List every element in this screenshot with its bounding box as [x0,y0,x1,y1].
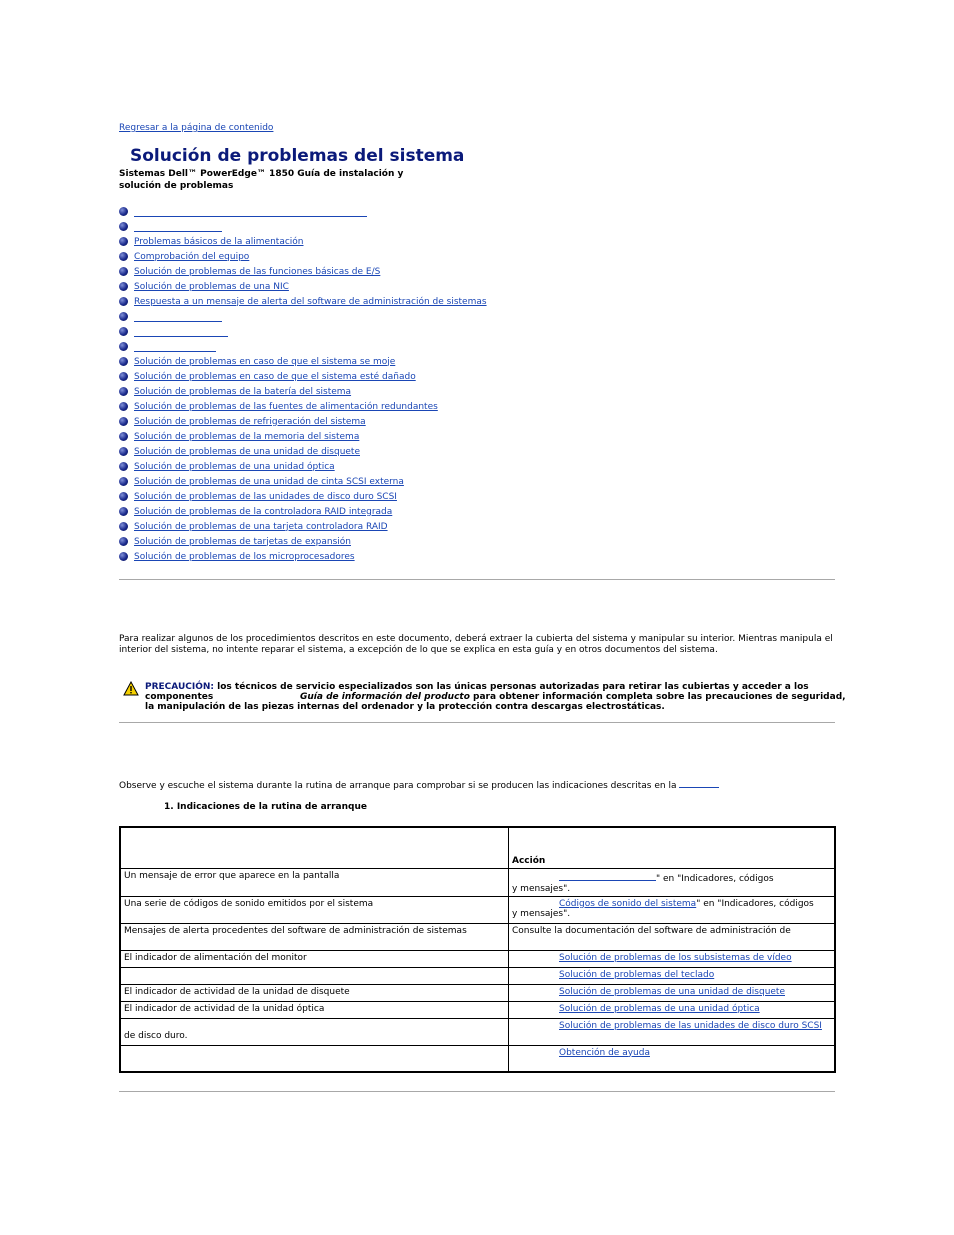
bullet-icon [119,507,128,516]
toc-link[interactable]: Solución de problemas de una unidad de cinta SCSI externa [134,476,404,487]
intro-paragraph: Para realizar algunos de los procedimientos descritos en este documento, deberá extraer la cubierta del sistema y manipular su interior. Mientras manipula el interior del sistema, no intente reparar el sistema, a excepción de lo que se explica en esta guía y en otros documentos del sistema. [119,634,833,655]
toc-item [119,249,819,264]
bullet-icon [119,357,128,366]
toc-link[interactable] [134,342,216,352]
section-divider [119,1091,835,1092]
toc-item [119,459,819,474]
toc-link[interactable]: Solución de problemas de las unidades de disco duro SCSI [134,491,397,502]
table-action-link[interactable] [559,871,656,881]
toc-item [119,264,819,279]
table-action-link[interactable]: Códigos de sonido del sistema [559,898,697,909]
toc-item [119,294,819,309]
toc-item [119,324,819,339]
table-reference-link[interactable] [679,778,719,788]
toc-link[interactable]: Solución de problemas de una unidad de disquete [134,446,360,457]
table-cell [509,896,836,923]
boot-indications-table [119,826,836,1073]
table-row [120,1045,835,1072]
bullet-icon [119,312,128,321]
link-text[interactable]: Solución de problemas del teclado [559,969,715,980]
table-header-row [120,827,835,868]
link-text[interactable]: Solución de problemas de las unidades de disco duro SCSI [559,1020,822,1031]
toc-item [119,474,819,489]
table-cell [509,950,836,967]
toc-link[interactable]: Comprobación del equipo [134,251,250,262]
page-subtitle: Sistemas Dell™ PowerEdge™ 1850 Guía de instalación y solución de problemas [119,169,404,191]
toc-link[interactable]: Solución de problemas de una unidad óptica [134,461,335,472]
toc-link[interactable] [134,222,222,232]
toc-link[interactable]: Solución de problemas de refrigeración del sistema [134,416,366,427]
toc-link[interactable]: Solución de problemas de los microprocesadores [134,551,355,562]
toc-item [119,369,819,384]
table-row [120,1001,835,1018]
table-cell [509,1045,836,1072]
bullet-icon [119,282,128,291]
table-action-link[interactable] [512,1004,831,1014]
bullet-icon [119,402,128,411]
bullet-icon [119,522,128,531]
table-cell [120,1045,509,1072]
toc-item [119,279,819,294]
bullet-icon [119,327,128,336]
link-text[interactable]: Solución de problemas de una unidad de disquete [559,986,785,997]
bullet-icon [119,387,128,396]
table-cell: El indicador de actividad de la unidad de disquete [120,984,509,1001]
bullet-icon [119,342,128,351]
toc-item [119,234,819,249]
observe-paragraph [119,778,835,791]
page-title: Solución de problemas del sistema [130,146,465,166]
toc-link[interactable]: Solución de problemas de la batería del sistema [134,386,352,397]
bullet-icon [119,222,128,231]
link-text[interactable]: Solución de problemas de una unidad óptica [559,1003,760,1014]
toc-item [119,339,819,354]
bullet-icon [119,432,128,441]
bullet-icon [119,252,128,261]
bullet-icon [119,207,128,216]
bullet-icon [119,492,128,501]
toc-item [119,399,819,414]
toc-link[interactable]: Problemas básicos de la alimentación [134,236,304,247]
table-row [120,923,835,950]
caution-guide-reference [300,692,846,702]
caution-line1: los técnicos de servicio especializados son las únicas personas autorizadas para retirar las cubiertas y acceder a los componentes [145,682,809,702]
toc-link[interactable]: Solución de problemas en caso de que el sistema esté dañado [134,371,416,382]
table-cell: Consulte la documentación del software de administración de [509,923,836,950]
bullet-icon [119,372,128,381]
table-header-cell: Acción [509,827,836,868]
table-action-link[interactable] [512,953,831,963]
table-row [120,1018,835,1045]
table-cell: El indicador de actividad de la unidad óptica [120,1001,509,1018]
table-cell: Mensajes de alerta procedentes del software de administración de sistemas [120,923,509,950]
bullet-icon [119,462,128,471]
table-cell: Un mensaje de error que aparece en la pantalla [120,868,509,896]
toc-link[interactable] [134,312,222,322]
table-cell [509,967,836,984]
toc-link[interactable]: Solución de problemas de las funciones básicas de E/S [134,266,381,277]
table-cell [509,1018,836,1045]
bullet-icon [119,537,128,546]
bullet-icon [119,447,128,456]
link-text[interactable]: Obtención de ayuda [559,1047,650,1058]
table-cell [120,1018,509,1045]
back-to-contents-link[interactable]: Regresar a la página de contenido [119,123,274,133]
toc-item [119,219,819,234]
table-cell [509,984,836,1001]
toc-link[interactable]: Solución de problemas de las fuentes de alimentación redundantes [134,401,438,412]
table-row [120,950,835,967]
bullet-icon [119,417,128,426]
table-cell [509,1001,836,1018]
toc-item [119,429,819,444]
toc-link[interactable]: Solución de problemas en caso de que el sistema se moje [134,356,396,367]
table-caption: 1. Indicaciones de la rutina de arranque [164,802,367,812]
toc-item [119,309,819,324]
toc-link[interactable] [134,327,228,337]
link-text[interactable]: Solución de problemas de los subsistemas de vídeo [559,952,792,963]
toc-link[interactable]: Solución de problemas de la controladora RAID integrada [134,506,393,517]
table-cell-text: y mensajes". [512,883,571,894]
table-cell-text: de disco duro. [124,1030,188,1041]
table-of-contents [119,204,819,564]
table-row [120,967,835,984]
toc-item [119,549,819,564]
bullet-icon [119,477,128,486]
table-cell-text: " en "Indicadores, códigos [696,898,814,909]
toc-link[interactable]: Solución de problemas de una tarjeta controladora RAID [134,521,388,532]
observe-text: Observe y escuche el sistema durante la rutina de arranque para comprobar si se producen las indicaciones descritas en la [119,781,677,791]
table-cell-text: " en "Indicadores, códigos [656,873,774,884]
bullet-icon [119,297,128,306]
toc-item [119,444,819,459]
toc-item [119,384,819,399]
table-action-link[interactable] [512,1048,831,1058]
guide-rest: para obtener información completa sobre las precauciones de seguridad, [469,692,846,702]
toc-item [119,204,819,219]
toc-link[interactable] [134,207,367,217]
table-cell: Una serie de códigos de sonido emitidos por el sistema [120,896,509,923]
table-cell [120,967,509,984]
toc-item [119,519,819,534]
table-row [120,984,835,1001]
section-divider [119,722,835,723]
table-action-link[interactable] [512,1021,831,1031]
toc-link[interactable]: Solución de problemas de una NIC [134,281,289,292]
table-header-cell [120,827,509,868]
table-row [120,896,835,923]
toc-item [119,504,819,519]
toc-item [119,534,819,549]
caution-line2: la manipulación de las piezas internas del ordenador y la protección contra descargas electrostáticas. [145,702,665,712]
warning-triangle-icon [123,681,139,696]
guide-title: Guía de información del producto [300,692,470,702]
bullet-icon [119,552,128,561]
table-cell-text: y mensajes". [512,908,571,919]
table-cell [509,868,836,896]
table-cell: El indicador de alimentación del monitor [120,950,509,967]
bullet-icon [119,267,128,276]
table-action-link[interactable] [512,970,831,980]
toc-item [119,489,819,504]
toc-link[interactable]: Solución de problemas de tarjetas de expansión [134,536,351,547]
table-row [120,868,835,896]
toc-item [119,414,819,429]
section-divider [119,579,835,580]
toc-item [119,354,819,369]
toc-link[interactable]: Respuesta a un mensaje de alerta del software de administración de sistemas [134,296,487,307]
bullet-icon [119,237,128,246]
caution-label: PRECAUCIÓN: [145,682,215,692]
table-action-link[interactable] [512,987,831,997]
toc-link[interactable]: Solución de problemas de la memoria del sistema [134,431,360,442]
